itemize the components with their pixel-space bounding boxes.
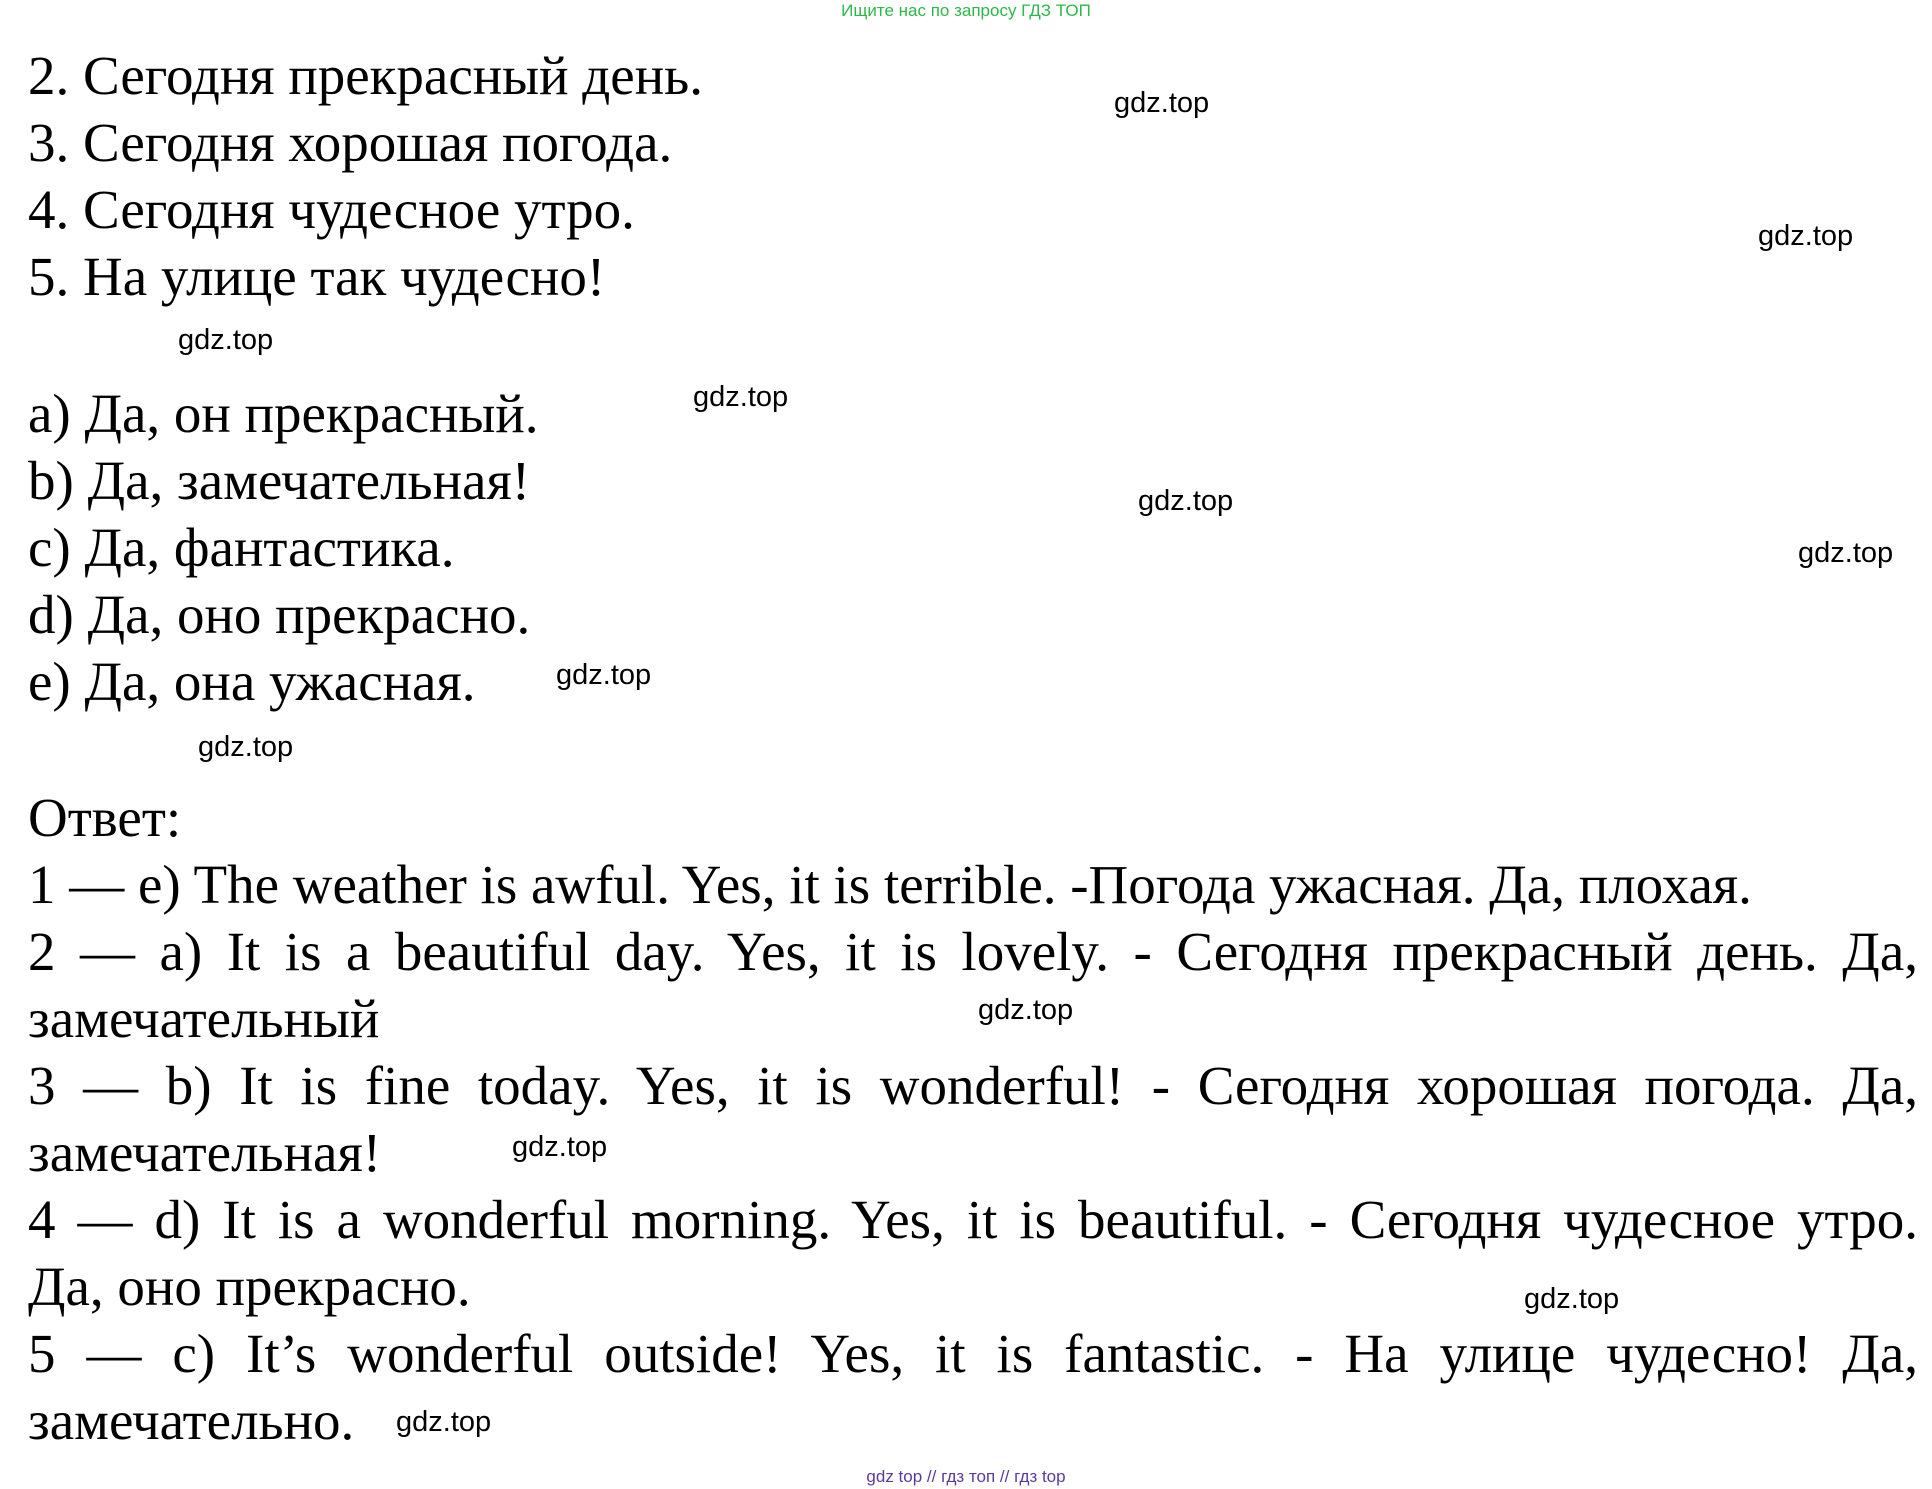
- response-d: d) Да, оно прекрасно.: [28, 584, 531, 645]
- watermark: gdz.top: [1114, 87, 1210, 119]
- response-e: e) Да, она ужасная.: [28, 651, 476, 712]
- statement-5: 5. На улице так чудесно!: [28, 246, 606, 307]
- top-banner: Ищите нас по запросу ГДЗ ТОП: [841, 1, 1091, 20]
- watermark: gdz.top: [693, 381, 789, 413]
- response-c: c) Да, фантастика.: [28, 517, 455, 578]
- response-a: a) Да, он прекрасный.: [28, 383, 539, 444]
- answer-2-continued: замечательный: [28, 988, 380, 1049]
- watermark: gdz.top: [396, 1406, 492, 1438]
- watermark: gdz.top: [1138, 485, 1234, 517]
- footer-links: gdz top // гдз топ // гдз top: [866, 1467, 1066, 1486]
- statement-2: 2. Сегодня прекрасный день.: [28, 45, 703, 106]
- response-b: b) Да, замечательная!: [28, 450, 531, 511]
- statement-4: 4. Сегодня чудесное утро.: [28, 179, 635, 240]
- watermark: gdz.top: [178, 324, 274, 356]
- watermark: gdz.top: [1798, 537, 1894, 569]
- watermark: gdz.top: [198, 731, 294, 763]
- watermark: gdz.top: [556, 659, 652, 691]
- answer-5-continued: замечательно.: [28, 1390, 355, 1451]
- answer-5: 5 — c) It’s wonderful outside! Yes, it is fantastic. - На улице чудесно! Да,: [28, 1323, 1918, 1384]
- answer-3: 3 — b) It is fine today. Yes, it is wonderful! - Сегодня хорошая погода. Да,: [28, 1055, 1918, 1116]
- watermark: gdz.top: [1524, 1283, 1620, 1315]
- answer-1: 1 — e) The weather is awful. Yes, it is terrible. -Погода ужасная. Да, плохая.: [28, 854, 1752, 915]
- answer-4-continued: Да, оно прекрасно.: [28, 1256, 471, 1317]
- answer-4: 4 — d) It is a wonderful morning. Yes, it is beautiful. - Сегодня чудесное утро.: [28, 1189, 1918, 1250]
- answer-label: Ответ:: [28, 787, 182, 848]
- watermark: gdz.top: [978, 994, 1074, 1026]
- watermark: gdz.top: [512, 1131, 608, 1163]
- watermark: gdz.top: [1758, 220, 1854, 252]
- answer-3-continued: замечательная!: [28, 1122, 382, 1183]
- statement-3: 3. Сегодня хорошая погода.: [28, 112, 673, 173]
- answer-2: 2 — a) It is a beautiful day. Yes, it is lovely. - Сегодня прекрасный день. Да,: [28, 921, 1918, 982]
